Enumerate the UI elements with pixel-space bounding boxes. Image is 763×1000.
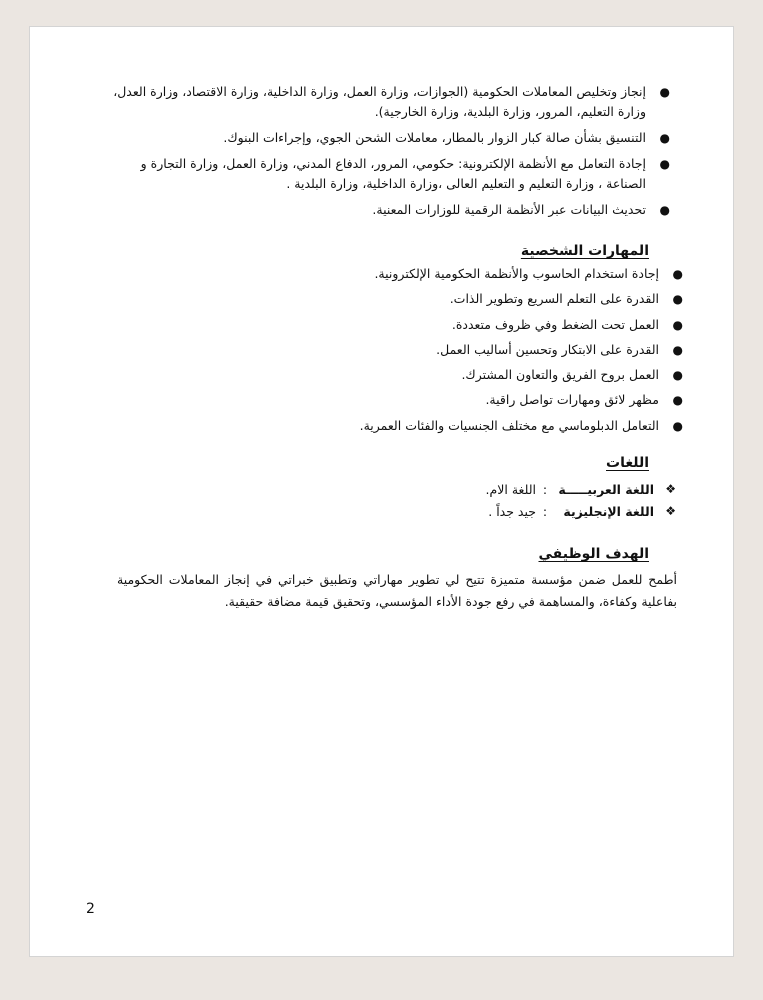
list-item (190, 316, 685, 334)
skill-text: التعامل الدبلوماسي مع مختلف الجنسيات والفئات العمرية. (359, 417, 659, 433)
bullet-icon: ● (659, 157, 670, 171)
bullet-icon: ● (672, 267, 683, 281)
list-item (190, 265, 685, 283)
list-item (106, 128, 672, 148)
bullet-icon: ● (659, 131, 670, 145)
language-separator: : (542, 503, 548, 519)
skill-text: القدرة على التعلم السريع وتطوير الذات. (449, 291, 659, 307)
skill-text: العمل تحت الضغط وفي ظروف متعددة. (451, 316, 659, 332)
language-level: اللغة الام. (485, 481, 536, 497)
diamond-dots-icon: ❖ (665, 504, 676, 518)
language-name: اللغة الإنجليزية (563, 503, 654, 519)
diamond-dots-icon: ❖ (665, 482, 676, 496)
list-item (190, 417, 685, 435)
goal-heading: الهدف الوظيفي (538, 546, 649, 562)
languages-section (256, 478, 676, 522)
skills-heading: المهارات الشخصية (520, 243, 649, 259)
bullet-icon: ● (672, 418, 683, 433)
list-item (106, 154, 672, 194)
duties-section (106, 82, 672, 226)
duty-text: إجادة التعامل مع الأنظمة الإلكترونية: حكومي، المرور، الدفاع المدني، وزارة العمل، وزارة التجارة و الصناعة ، وزارة التعليم و التعليم العالى ،وزارة الداخلية، وزارة البلدية . (140, 156, 646, 191)
languages-heading: اللغات (606, 455, 649, 471)
list-item (106, 82, 672, 122)
bullet-icon: ● (672, 342, 683, 357)
list-item (190, 391, 685, 409)
skills-section (190, 265, 685, 442)
language-row (256, 500, 676, 522)
language-row (256, 478, 676, 500)
bullet-icon: ● (672, 317, 683, 332)
duty-text: تحديث البيانات عبر الأنظمة الرقمية للوزارات المعنية. (372, 202, 646, 217)
list-item (190, 341, 685, 359)
bullet-icon: ● (672, 393, 683, 408)
skill-text: القدرة على الابتكار وتحسين أساليب العمل. (436, 341, 659, 357)
skill-text: العمل بروح الفريق والتعاون المشترك. (461, 367, 659, 383)
duties-list (106, 82, 672, 220)
page-number: 2 (86, 901, 95, 917)
list-item (106, 200, 672, 220)
bullet-icon: ● (659, 85, 670, 99)
language-level: جيد جداً . (488, 503, 536, 519)
bullet-icon: ● (672, 292, 683, 307)
list-item (190, 366, 685, 384)
bullet-icon: ● (672, 368, 683, 383)
skill-text: إجادة استخدام الحاسوب والأنظمة الحكومية الإلكترونية. (374, 266, 659, 281)
goal-paragraph: أطمح للعمل ضمن مؤسسة متميزة تتيح لي تطوير مهاراتي وتطبيق خبراتي في إنجاز المعاملات الحكومية بفاعلية وكفاءة، والمساهمة في رفع جودة الأداء المؤسسي، وتحقيق قيمة مضافة حقيقية. (117, 572, 677, 609)
list-item (190, 290, 685, 308)
language-separator: : (542, 481, 548, 497)
bullet-icon: ● (659, 203, 670, 217)
duty-text: إنجاز وتخليص المعاملات الحكومية (الجوازات، وزارة العمل، وزارة الداخلية، وزارة الاقتصاد، وزارة العدل، وزارة التعليم، المرور، وزارة البلدية، وزارة الخارجية). (113, 84, 646, 119)
document-page (29, 26, 734, 957)
duty-text: التنسيق بشأن صالة كبار الزوار بالمطار، معاملات الشحن الجوي، وإجراءات البنوك. (223, 130, 646, 145)
skill-text: مظهر لائق ومهارات تواصل راقية. (485, 392, 659, 408)
skills-list (190, 265, 685, 435)
language-name: اللغة العربيـــــة (558, 481, 654, 497)
